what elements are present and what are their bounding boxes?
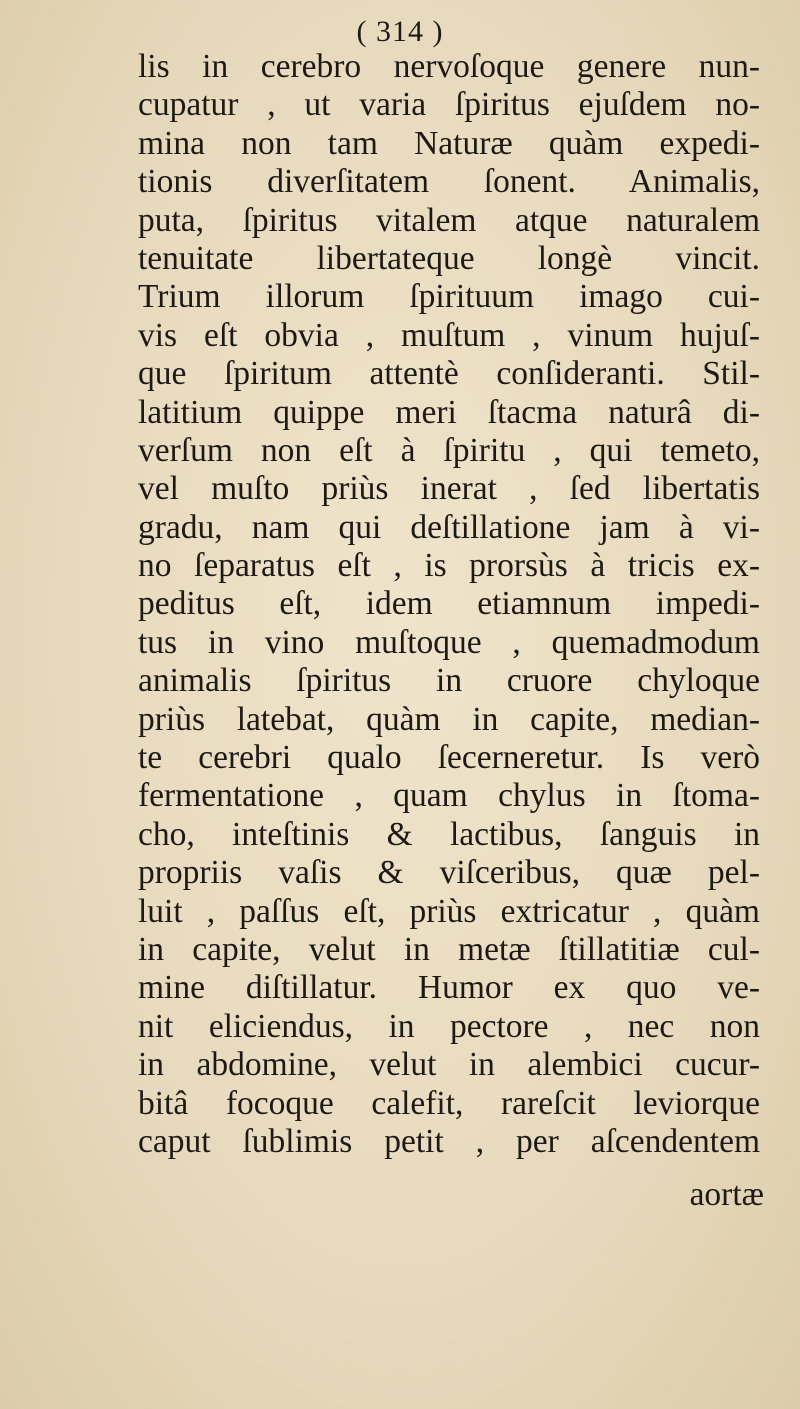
text-line: peditus eſt, idem etiamnum impedi- [138,585,760,623]
text-line: tionis diverſitatem ſonent. Animalis, [138,163,760,201]
text-line: nit eliciendus, in pectore , nec non [138,1007,760,1045]
text-line: vis eſt obvia , muſtum , vinum hujuſ- [138,316,760,354]
text-line: no ſeparatus eſt , is prorsùs à tricis ex- [138,547,760,585]
text-line: luit , paſſus eſt, priùs extricatur , quàm [138,892,760,930]
text-line: bitâ focoque calefit, rareſcit leviorque [138,1084,760,1122]
text-line: propriis vaſis & viſceribus, quæ pel- [138,854,760,892]
text-line: mina non tam Naturæ quàm expedi- [138,124,760,162]
text-line: animalis ſpiritus in cruore chyloque [138,662,760,700]
text-line: Trium illorum ſpirituum imago cui- [138,278,760,316]
body-text [138,48,760,1161]
text-line: puta, ſpiritus vitalem atque naturalem [138,201,760,239]
text-line: priùs latebat, quàm in capite, median- [138,700,760,738]
text-line: in capite, velut in metæ ſtillatitiæ cul- [138,930,760,968]
text-line: latitium quippe meri ſtacma naturâ di- [138,393,760,431]
text-line: cho, inteſtinis & lactibus, ſanguis in [138,815,760,853]
text-line: vel muſto priùs inerat , ſed libertatis [138,470,760,508]
text-line: verſum non eſt à ſpiritu , qui temeto, [138,431,760,469]
page-number: ( 314 ) [356,15,444,48]
text-line: tenuitate libertateque longè vincit. [138,239,760,277]
text-line: te cerebri qualo ſecerneretur. Is verò [138,739,760,777]
text-line: tus in vino muſtoque , quemadmodum [138,623,760,661]
text-line: gradu, nam qui deſtillatione jam à vi- [138,508,760,546]
text-line: caput ſublimis petit , per aſcendentem [138,1122,760,1160]
text-line: cupatur , ut varia ſpiritus ejuſdem no- [138,86,760,124]
text-line: que ſpiritum attentè conſideranti. Stil- [138,355,760,393]
text-line: mine diſtillatur. Humor ex quo ve- [138,969,760,1007]
text-line: lis in cerebro nervoſoque genere nun- [138,48,760,85]
text-line: in abdomine, velut in alembici cucur- [138,1046,760,1084]
text-line: fermentatione , quam chylus in ſtoma- [138,777,760,815]
catchword: aortæ [689,1176,764,1213]
